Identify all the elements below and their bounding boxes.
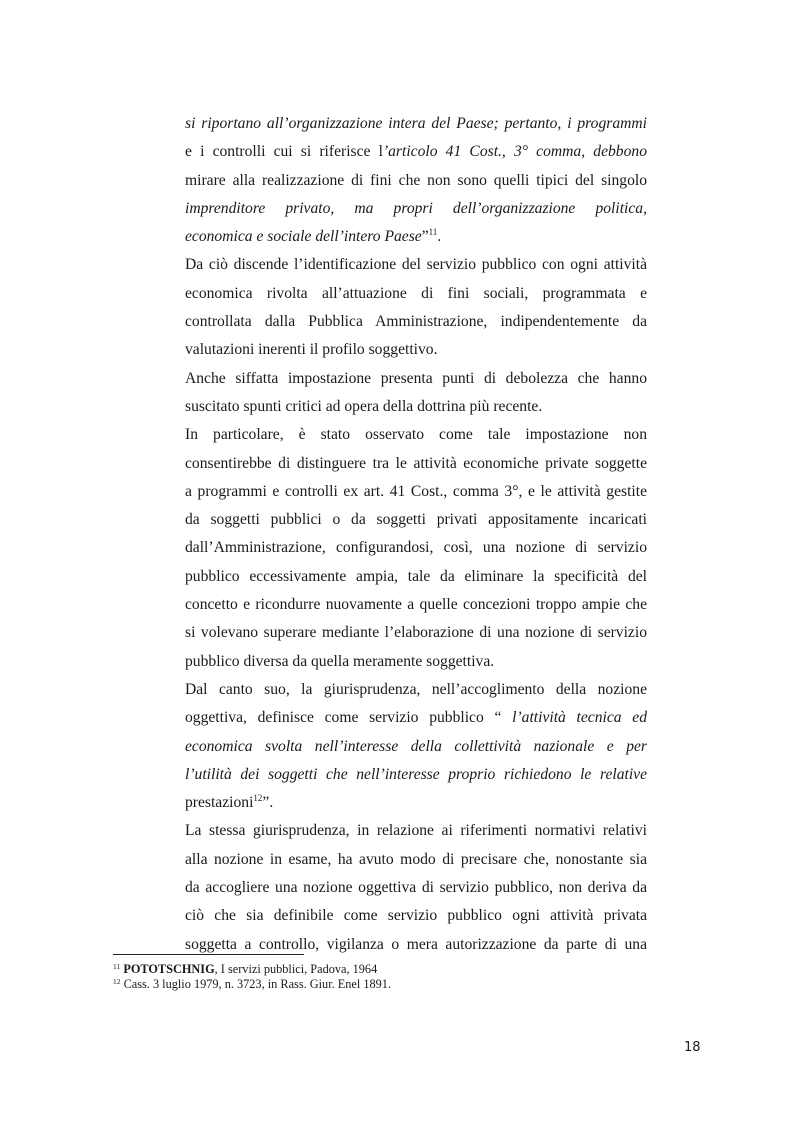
text-line [185, 733, 647, 761]
text-line [185, 110, 647, 138]
footnote-text: , I servizi pubblici, Padova, 1964 [214, 962, 378, 976]
text-line [185, 789, 647, 817]
text-line [185, 195, 647, 223]
text-run: economica rivolta all’attuazione di fini sociali, programmata e [185, 284, 647, 302]
text-run: soggetta a controllo, vigilanza o mera autorizzazione da parte di una [185, 935, 647, 953]
text-run: controllata dalla Pubblica Amministrazione, indipendentemente da [185, 313, 647, 331]
text-line [185, 478, 647, 506]
text-run: valutazioni inerenti il profilo soggettivo. [185, 341, 438, 359]
text-line [185, 761, 647, 789]
text-run: ciò che sia definibile come servizio pubblico ogni attività privata [185, 907, 647, 925]
footnote-11 [113, 962, 653, 977]
text-run: si volevano superare mediante l’elaborazione di una nozione di servizio [185, 624, 647, 642]
footnote-number: 12 [113, 976, 121, 986]
text-run: pubblico diversa da quella meramente soggettiva. [185, 652, 495, 670]
text-line [185, 676, 647, 704]
text-run: a programmi e controlli ex art. 41 Cost., comma 3°, e le attività gestite [185, 482, 647, 500]
text-line [185, 563, 647, 591]
body-text [185, 110, 647, 959]
italic-text: l’attività tecnica ed [512, 709, 647, 727]
text-line [185, 167, 647, 195]
text-line [185, 308, 647, 336]
footnotes [113, 962, 653, 991]
text-line [185, 280, 647, 308]
footnote-12 [113, 977, 653, 992]
text-run: prestazioni [185, 794, 254, 812]
text-run: consentirebbe di distinguere tra le attività economiche private soggette [185, 454, 647, 472]
text-run: Dal canto suo, la giurisprudenza, nell’accoglimento della nozione [185, 680, 647, 698]
text-line [185, 421, 647, 449]
text-run: Anche siffatta impostazione presenta punti di debolezza che hanno [185, 369, 647, 387]
text-line [185, 251, 647, 279]
text-run: dall’Amministrazione, configurandosi, così, una nozione di servizio [185, 539, 647, 557]
text-line [185, 534, 647, 562]
text-run: da accogliere una nozione oggettiva di servizio pubblico, non deriva da [185, 879, 647, 897]
footnote-reference: 11 [428, 227, 438, 238]
footnote-author: POTOTSCHNIG [123, 962, 215, 976]
text-line [185, 817, 647, 845]
italic-text: ’articolo 41 Cost., 3° comma, debbono [382, 143, 647, 161]
italic-text: economica svolta nell’interesse della collettività nazionale e per [185, 737, 647, 755]
text-run: La stessa giurisprudenza, in relazione ai riferimenti normativi relativi [185, 822, 647, 840]
text-run: ” [421, 228, 429, 246]
text-line [185, 393, 647, 421]
text-line [185, 648, 647, 676]
text-line [185, 365, 647, 393]
text-line [185, 336, 647, 364]
text-run: oggettiva, definisce come servizio pubblico “ [185, 709, 513, 727]
text-line [185, 223, 647, 251]
text-line [185, 846, 647, 874]
text-line [185, 874, 647, 902]
footnote-text: Cass. 3 luglio 1979, n. 3723, in Rass. Giur. Enel 1891. [123, 976, 392, 991]
text-run: ”. [262, 794, 274, 812]
text-line [185, 450, 647, 478]
text-run: da soggetti pubblici o da soggetti privati appositamente incaricati [185, 511, 647, 529]
text-run: pubblico eccessivamente ampia, tale da eliminare la specificità del [185, 567, 647, 585]
text-run: Da ciò discende l’identificazione del servizio pubblico con ogni attività [185, 256, 647, 274]
text-line [185, 619, 647, 647]
text-line [185, 704, 647, 732]
italic-text: l’utilità dei soggetti che nell’interesse proprio richiedono le relative [185, 765, 647, 783]
footnote-reference: 12 [253, 793, 263, 804]
text-line [185, 902, 647, 930]
text-run: e i controlli cui si riferisce l [185, 143, 383, 161]
text-run: suscitato spunti critici ad opera della dottrina più recente. [185, 397, 543, 415]
footnote-separator [113, 954, 304, 955]
italic-text: imprenditore privato, ma propri dell’organizzazione politica, [185, 199, 647, 217]
italic-text: si riportano all’organizzazione intera del Paese; pertanto, i programmi [185, 115, 647, 132]
text-line [185, 506, 647, 534]
text-run: mirare alla realizzazione di fini che non sono quelli tipici del singolo [185, 171, 647, 189]
page-number: 18 [684, 1040, 701, 1055]
text-run: In particolare, è stato osservato come tale impostazione non [185, 426, 647, 444]
text-run: . [437, 228, 442, 246]
text-run: alla nozione in esame, ha avuto modo di precisare che, nonostante sia [185, 850, 647, 868]
text-line [185, 591, 647, 619]
italic-text: economica e sociale dell’intero Paese [185, 228, 422, 246]
text-run: concetto e ricondurre nuovamente a quelle concezioni troppo ampie che [185, 596, 647, 614]
text-line [185, 138, 647, 166]
footnote-number: 11 [113, 962, 121, 971]
